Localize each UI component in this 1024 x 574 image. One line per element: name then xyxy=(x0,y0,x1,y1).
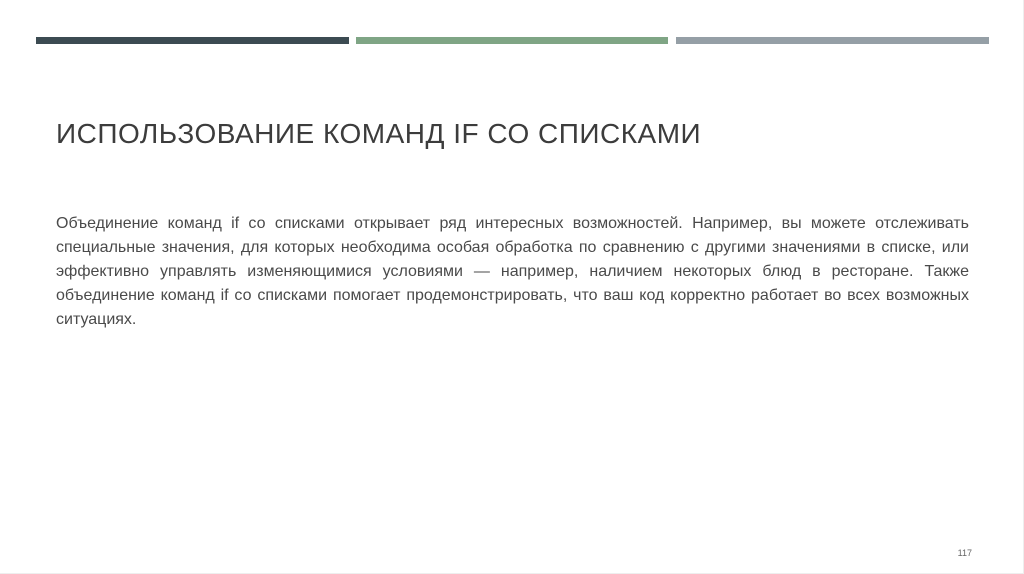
header-accent-bar-dark xyxy=(36,37,349,44)
slide-body-text: Объединение команд if со списками открывает ряд интересных возможностей. Например, вы можете отслеживать специальные значения, для которых необходима особая обработка по сравнению с другими значениями в списке, или эффективно управлять изменяющимися условиями — например, наличием некоторых блюд в ресторане. Также объединение команд if со списками помогает продемонстрировать, что ваш код корректно работает во всех возможных ситуациях. xyxy=(56,215,969,328)
slide-title: ИСПОЛЬЗОВАНИЕ КОМАНД IF СО СПИСКАМИ xyxy=(56,118,702,149)
header-accent-bar-gray xyxy=(676,37,989,44)
page-number: 117 xyxy=(957,548,972,558)
header-accent-bar-green xyxy=(356,37,668,44)
